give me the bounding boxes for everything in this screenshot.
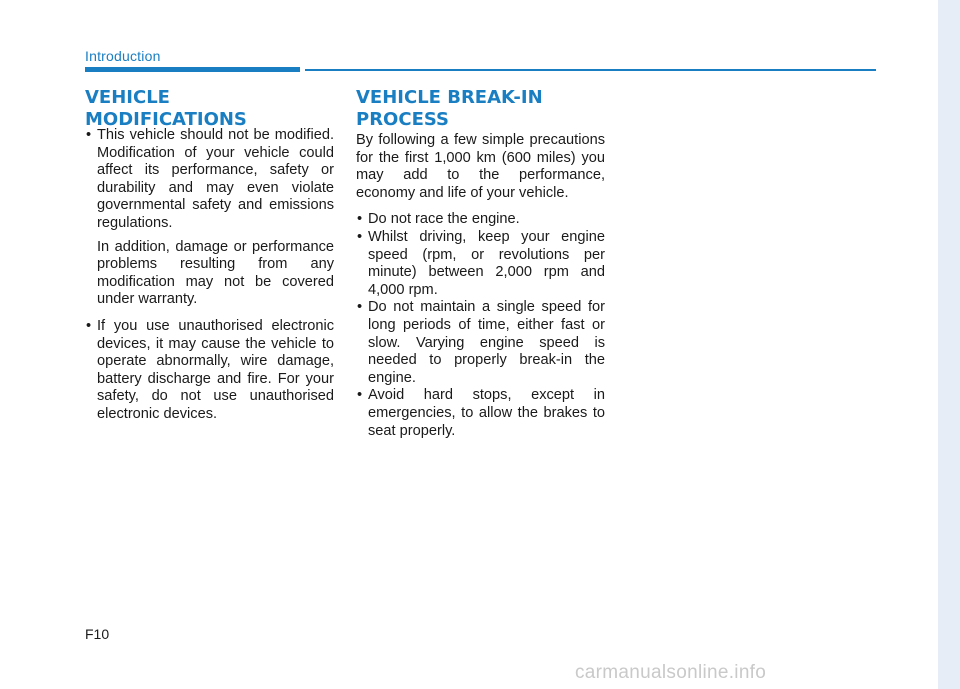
page-number: F10 — [85, 626, 110, 642]
break-in-column — [356, 132, 605, 440]
break-in-bullet-2: • Whilst driving, keep your engine speed (rpm, or revolutions per minute) between 2,000 rpm and 4,000 rpm. — [357, 228, 605, 298]
section-label: Introduction — [85, 48, 161, 64]
modifications-bullet-1: • This vehicle should not be modified. Modification of your vehicle could affect its performance, safety or durability and may even violate governmental safety and emissions regulations. — [86, 127, 334, 231]
break-in-bullet-4: • Avoid hard stops, except in emergencies, to allow the brakes to seat properly. — [357, 387, 605, 439]
watermark: carmanualsonline.info — [575, 662, 767, 683]
bullet-dot-icon: • — [357, 211, 363, 228]
modifications-continuation: In addition, damage or performance problems resulting from any modification may not be covered under warranty. — [97, 238, 334, 308]
bullet-dot-icon: • — [357, 228, 363, 245]
header-rule-thin — [305, 69, 876, 71]
bullet-dot-icon: • — [357, 387, 363, 404]
break-in-bullet-3: • Do not maintain a single speed for long periods of time, either fast or slow. Varying engine speed is needed to properly break-in the engine. — [357, 299, 605, 386]
break-in-intro: By following a few simple precautions for the first 1,000 km (600 miles) you may add to the performance, economy and life of your vehicle. — [356, 132, 605, 201]
vehicle-break-in-heading: VEHICLE BREAK-IN PROCESS — [356, 87, 543, 130]
break-in-bullet-1: • Do not race the engine. — [357, 211, 520, 228]
vehicle-modifications-heading: VEHICLE MODIFICATIONS — [85, 87, 247, 130]
bullet-dot-icon: • — [86, 317, 92, 334]
bullet-dot-icon: • — [357, 299, 363, 316]
modifications-bullet-2: • If you use unauthorised electronic devices, it may cause the vehicle to operate abnormally, wire damage, battery discharge and fire. For your safety, do not use unauthorised electronic devices. — [86, 317, 334, 422]
bullet-dot-icon: • — [86, 127, 92, 143]
header-rule-thick — [85, 67, 300, 72]
modifications-column — [85, 127, 334, 424]
side-strip — [938, 0, 960, 689]
